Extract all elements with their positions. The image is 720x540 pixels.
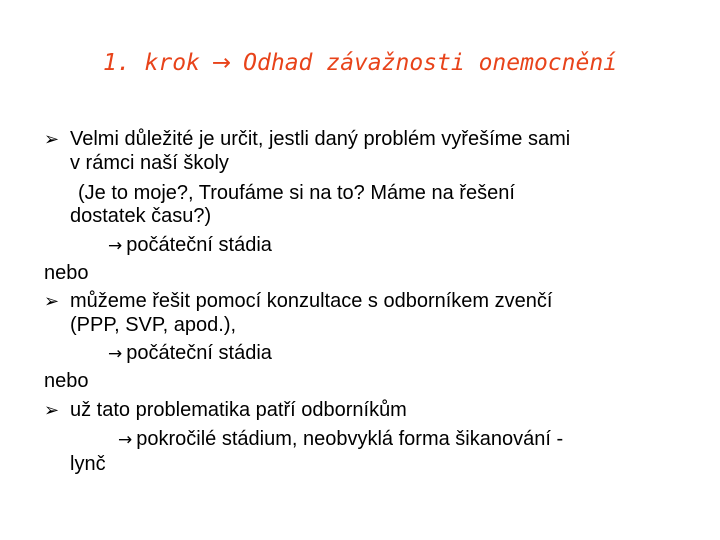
connector-nebo-1: nebo	[44, 262, 89, 284]
bullet-2-result	[108, 342, 272, 365]
bullet-2-text-1: můžeme řešit pomocí konzultace s odborníkem zvenčí	[70, 290, 553, 312]
bullet-arrowhead-icon: ➢	[44, 129, 60, 150]
title-text: Odhad závažnosti onemocnění	[243, 50, 618, 76]
bullet-3-result-cont: lynč	[70, 453, 106, 475]
slide-title	[0, 50, 720, 76]
bullet-1-line-4: dostatek času?)	[70, 205, 212, 227]
bullet-1-result	[108, 234, 272, 257]
bullet-1-line-3: (Je to moje?, Troufáme si na to? Máme na řešení	[78, 182, 515, 204]
bullet-1-line-1	[44, 128, 570, 151]
bullet-arrowhead-icon: ➢	[44, 400, 60, 421]
connector-nebo-2: nebo	[44, 370, 89, 392]
right-arrow-icon: →	[211, 50, 232, 76]
bullet-arrowhead-icon: ➢	[44, 291, 60, 312]
bullet-1-result-text: počáteční stádia	[126, 234, 272, 256]
bullet-3-result-text: pokročilé stádium, neobvyklá forma šikanování -	[136, 428, 564, 450]
bullet-3-result	[118, 428, 563, 451]
bullet-1-line-2: v rámci naší školy	[70, 152, 229, 174]
right-arrow-icon: →	[108, 344, 123, 364]
bullet-2-result-text: počáteční stádia	[126, 342, 272, 364]
bullet-2-line-1	[44, 290, 552, 313]
bullet-2-line-2: (PPP, SVP, apod.),	[70, 314, 237, 336]
title-step: 1. krok	[102, 50, 200, 76]
right-arrow-icon: →	[108, 236, 123, 256]
right-arrow-icon: →	[118, 430, 133, 450]
bullet-3-text-1: už tato problematika patří odborníkům	[70, 399, 407, 421]
bullet-3-line-1	[44, 399, 407, 422]
bullet-1-text-1: Velmi důležité je určit, jestli daný problém vyřešíme sami	[70, 128, 571, 150]
